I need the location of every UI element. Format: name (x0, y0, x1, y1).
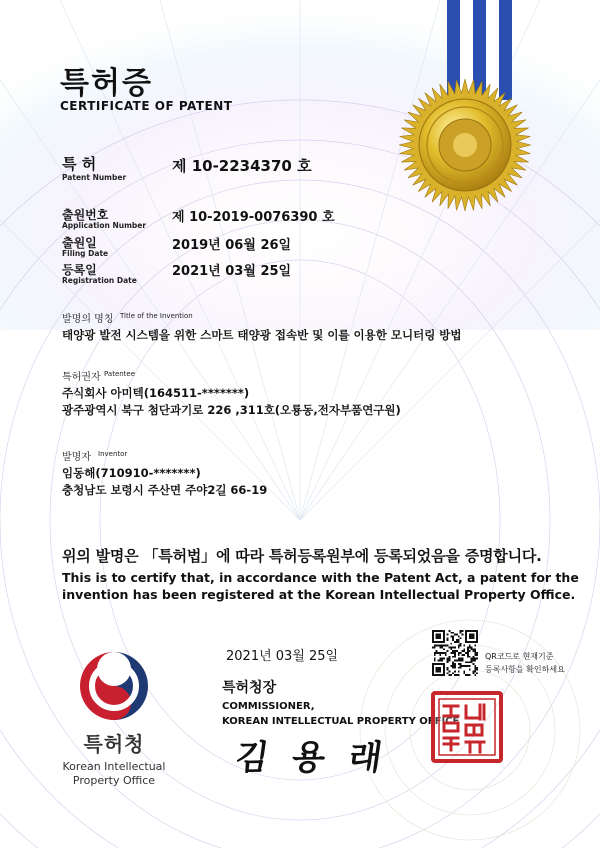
invention-title-value: 태양광 발전 시스템을 위한 스마트 태양광 접속반 및 이를 이용한 모니터링 방법 (62, 328, 462, 342)
certification-statement-ko: 위의 발명은 「특허법」에 따라 특허등록원부에 등록되었음을 증명합니다. (62, 547, 542, 565)
application-number-label-en: Application Number (62, 221, 147, 230)
certificate-title-en: CERTIFICATE OF PATENT (60, 99, 233, 113)
official-title-en-2: KOREAN INTELLECTUAL PROPERTY OFFICE (222, 716, 460, 727)
certificate-title: 특허증 (60, 66, 153, 101)
application-number-label: 출원번호 (62, 208, 109, 222)
patent-number-value: 제 10-2234370 호 (172, 157, 312, 175)
issue-date: 2021년 03월 25일 (226, 649, 339, 664)
official-title: 특허청장 (222, 680, 277, 696)
certification-statement-en-2: invention has been registered at the Korean Intellectual Property Office. (62, 587, 576, 602)
official-stamp-icon (430, 690, 504, 764)
patentee-label: 특허권자 (62, 372, 101, 383)
certification-statement-en-1: This is to certify that, in accordance with the Patent Act, a patent for the (62, 570, 579, 585)
qr-note-line-2: 등록사항을 확인하세요 (485, 665, 565, 674)
patent-number-label-en: Patent Number (62, 173, 127, 182)
logo-name-ko: 특허청 (83, 732, 145, 756)
registration-date-value: 2021년 03월 25일 (172, 264, 292, 279)
filing-date-value: 2019년 06월 26일 (172, 238, 292, 253)
application-number-value: 제 10-2019-0076390 호 (172, 210, 335, 225)
inventor-label: 발명자 (62, 452, 91, 463)
logo-name-en-2: Property Office (72, 774, 156, 787)
official-title-en-1: COMMISSIONER, (222, 701, 315, 712)
qr-note-line-1: QR코드로 현재기준 (485, 652, 554, 661)
inventor-name: 임동해(710910-*******) (62, 466, 201, 480)
invention-title-label: 발명의 명칭 (62, 314, 114, 325)
patentee-address: 광주광역시 북구 첨단과기로 226 ,311호(오룡동,전자부품연구원) (62, 403, 401, 417)
patentee-name: 주식회사 아미텍(164511-*******) (62, 386, 250, 400)
registration-date-label-en: Registration Date (62, 276, 137, 285)
inventor-label-en: Inventor (98, 450, 128, 458)
kipo-logo-icon (78, 650, 150, 722)
patentee-label-en: Patentee (104, 370, 136, 378)
inventor-address: 충청남도 보령시 주산면 주야2길 66-19 (62, 483, 268, 497)
patent-number-label: 특 허 (62, 155, 97, 173)
filing-date-label-en: Filing Date (62, 249, 109, 258)
registration-date-label: 등록일 (62, 263, 97, 277)
gold-seal-icon (395, 75, 535, 215)
qr-code-icon[interactable] (432, 630, 478, 676)
signature: 김 용 래 (232, 738, 391, 778)
filing-date-label: 출원일 (62, 236, 97, 250)
logo-name-en-1: Korean Intellectual (62, 760, 166, 773)
invention-title-label-en: Title of the Invention (120, 312, 193, 320)
